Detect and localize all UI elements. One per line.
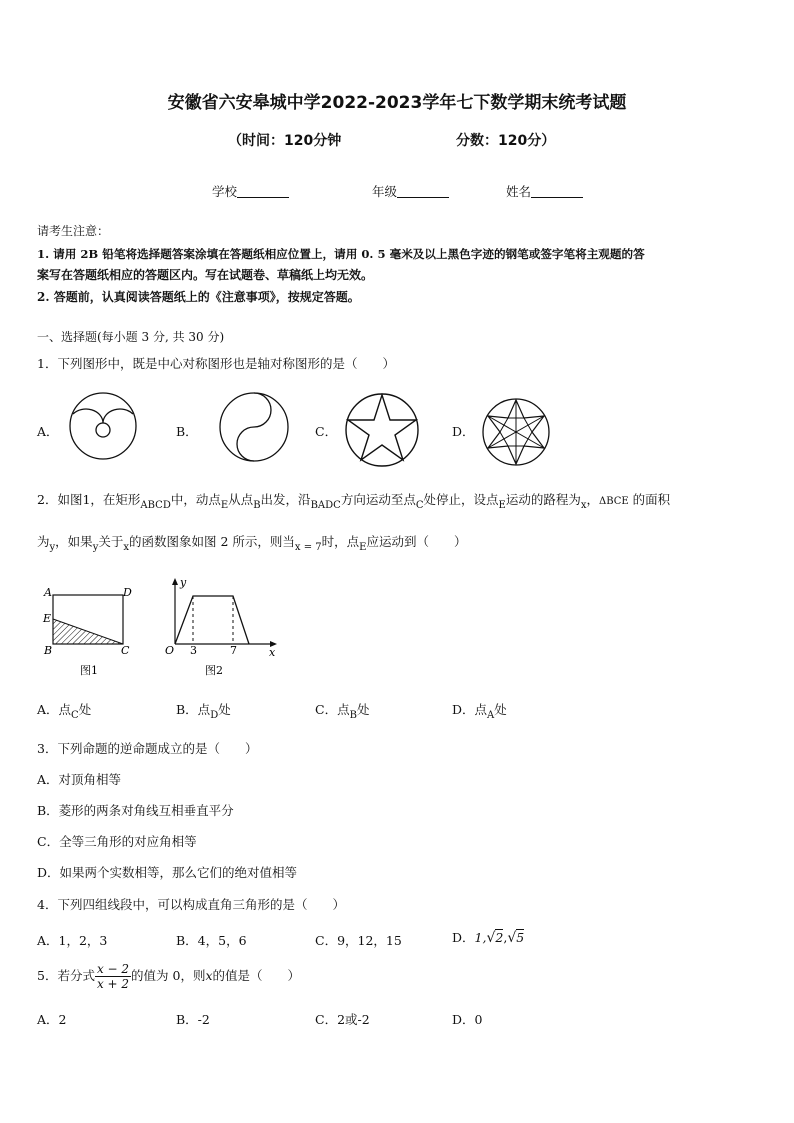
notice-line-2: 2. 答题前，认真阅读答题纸上的《注意事项》，按规定答题。 (37, 290, 360, 304)
section-heading: 一、选择题(每小题 3 分, 共 30 分) (37, 330, 225, 344)
q4-option-a[interactable]: A．1，2，3 (37, 933, 108, 948)
axis-y-label: y (180, 576, 187, 589)
q4-option-c[interactable]: C．9，12，15 (315, 933, 402, 948)
axis-x-label: x (269, 646, 276, 659)
q3-stem: 3．下列命题的逆命题成立的是（ ） (37, 741, 258, 756)
q4-option-d[interactable]: D．1,√2,√5 (452, 930, 525, 946)
label-d: D (123, 586, 132, 599)
q5-option-c[interactable]: C．2或-2 (315, 1012, 370, 1027)
q2-figure-1 (38, 582, 138, 682)
triangle-bce (53, 619, 123, 644)
q1-figure-a (68, 390, 138, 462)
label-a: A (44, 586, 52, 599)
page-title: 安徽省六安皋城中学2022-2023学年七下数学期末统考试题 (167, 93, 627, 113)
school-blank[interactable] (237, 185, 289, 198)
q2-option-b[interactable]: B．点$_D$处 (176, 702, 231, 721)
name-label: 姓名 (506, 184, 532, 199)
tick-7: 7 (230, 644, 237, 657)
q1-stem: 1．下列图形中，既是中心对称图形也是轴对称图形的是（ ） (37, 356, 395, 371)
caption-fig1: 图1 (80, 664, 98, 677)
label-b: B (44, 644, 53, 657)
q5-stem: 5．若分式 $\frac{x - 2}{x + 2}$ 的值为 0，则x的值是（ ） (37, 962, 301, 991)
school-field (212, 182, 289, 200)
q2-option-d[interactable]: D．点$_A$处 (452, 702, 507, 721)
label-c: C (121, 644, 130, 657)
q1-option-d[interactable]: D． (452, 424, 475, 439)
notice-line-1: 1. 请用 2B 铅笔将选择题答案涂填在答题纸相应位置上，请用 0. 5 毫米及以上黑色字迹的钢笔或签字笔将主观题的答 (37, 247, 645, 261)
tick-3: 3 (190, 644, 197, 657)
exam-score: 分数：120分） (456, 133, 556, 149)
q2-figure-2 (155, 574, 283, 682)
q5-option-a[interactable]: A．2 (37, 1012, 67, 1027)
q2-line-2: 为$_y$，如果$_y$关于$_x$的函数图象如图 2 所示，则当$_{x = 7}$时，点$_E$应运动到（ ） (37, 534, 467, 553)
function-graph (175, 596, 249, 644)
label-e: E (43, 612, 52, 625)
grade-blank[interactable] (397, 185, 449, 198)
q3-option-d[interactable]: D．如果两个实数相等，那么它们的绝对值相等 (37, 865, 298, 880)
q5-option-d[interactable]: D．0 (452, 1012, 483, 1027)
name-field (506, 182, 583, 200)
school-label: 学校 (212, 184, 238, 199)
caption-fig2: 图2 (205, 664, 223, 677)
q3-option-c[interactable]: C．全等三角形的对应角相等 (37, 834, 197, 849)
q1-figure-d (480, 396, 552, 468)
notice-line-1b: 案写在答题纸相应的答题区内。写在试题卷、草稿纸上均无效。 (37, 268, 374, 282)
notice-heading: 请考生注意： (37, 224, 110, 238)
grade-label: 年级 (372, 184, 398, 199)
fraction: $\frac{x - 2}{x + 2}$ (96, 962, 130, 991)
q2-option-a[interactable]: A．点$_C$处 (37, 702, 92, 721)
name-blank[interactable] (531, 185, 583, 198)
q3-option-b[interactable]: B．菱形的两条对角线互相垂直平分 (37, 803, 234, 818)
q1-option-c[interactable]: C． (315, 424, 338, 439)
q4-stem: 4．下列四组线段中，可以构成直角三角形的是（ ） (37, 897, 345, 912)
q1-figure-c (344, 392, 420, 468)
q1-figure-b (218, 390, 290, 464)
exam-time: （时间：120分钟 (228, 133, 342, 149)
q2-option-c[interactable]: C．点$_B$处 (315, 702, 370, 721)
q1-option-b[interactable]: B． (176, 424, 198, 439)
origin-label: O (165, 644, 175, 657)
q2-line-1: 2．如图1，在矩形$_{ABCD}$中，动点$_E$从点$_B$出发，沿$_{BADC}$方向运动至点$_C$处停止，设点$_E$运动的路程为$_x$，ΔBCE 的面积 (37, 492, 671, 511)
grade-field (372, 182, 449, 200)
sqrt-icon: √ (486, 930, 496, 946)
q5-option-b[interactable]: B．-2 (176, 1012, 210, 1027)
sqrt-icon: √ (507, 930, 517, 946)
q1-option-a[interactable]: A． (37, 424, 59, 439)
q4-option-b[interactable]: B．4，5，6 (176, 933, 247, 948)
q3-option-a[interactable]: A．对顶角相等 (37, 772, 122, 787)
